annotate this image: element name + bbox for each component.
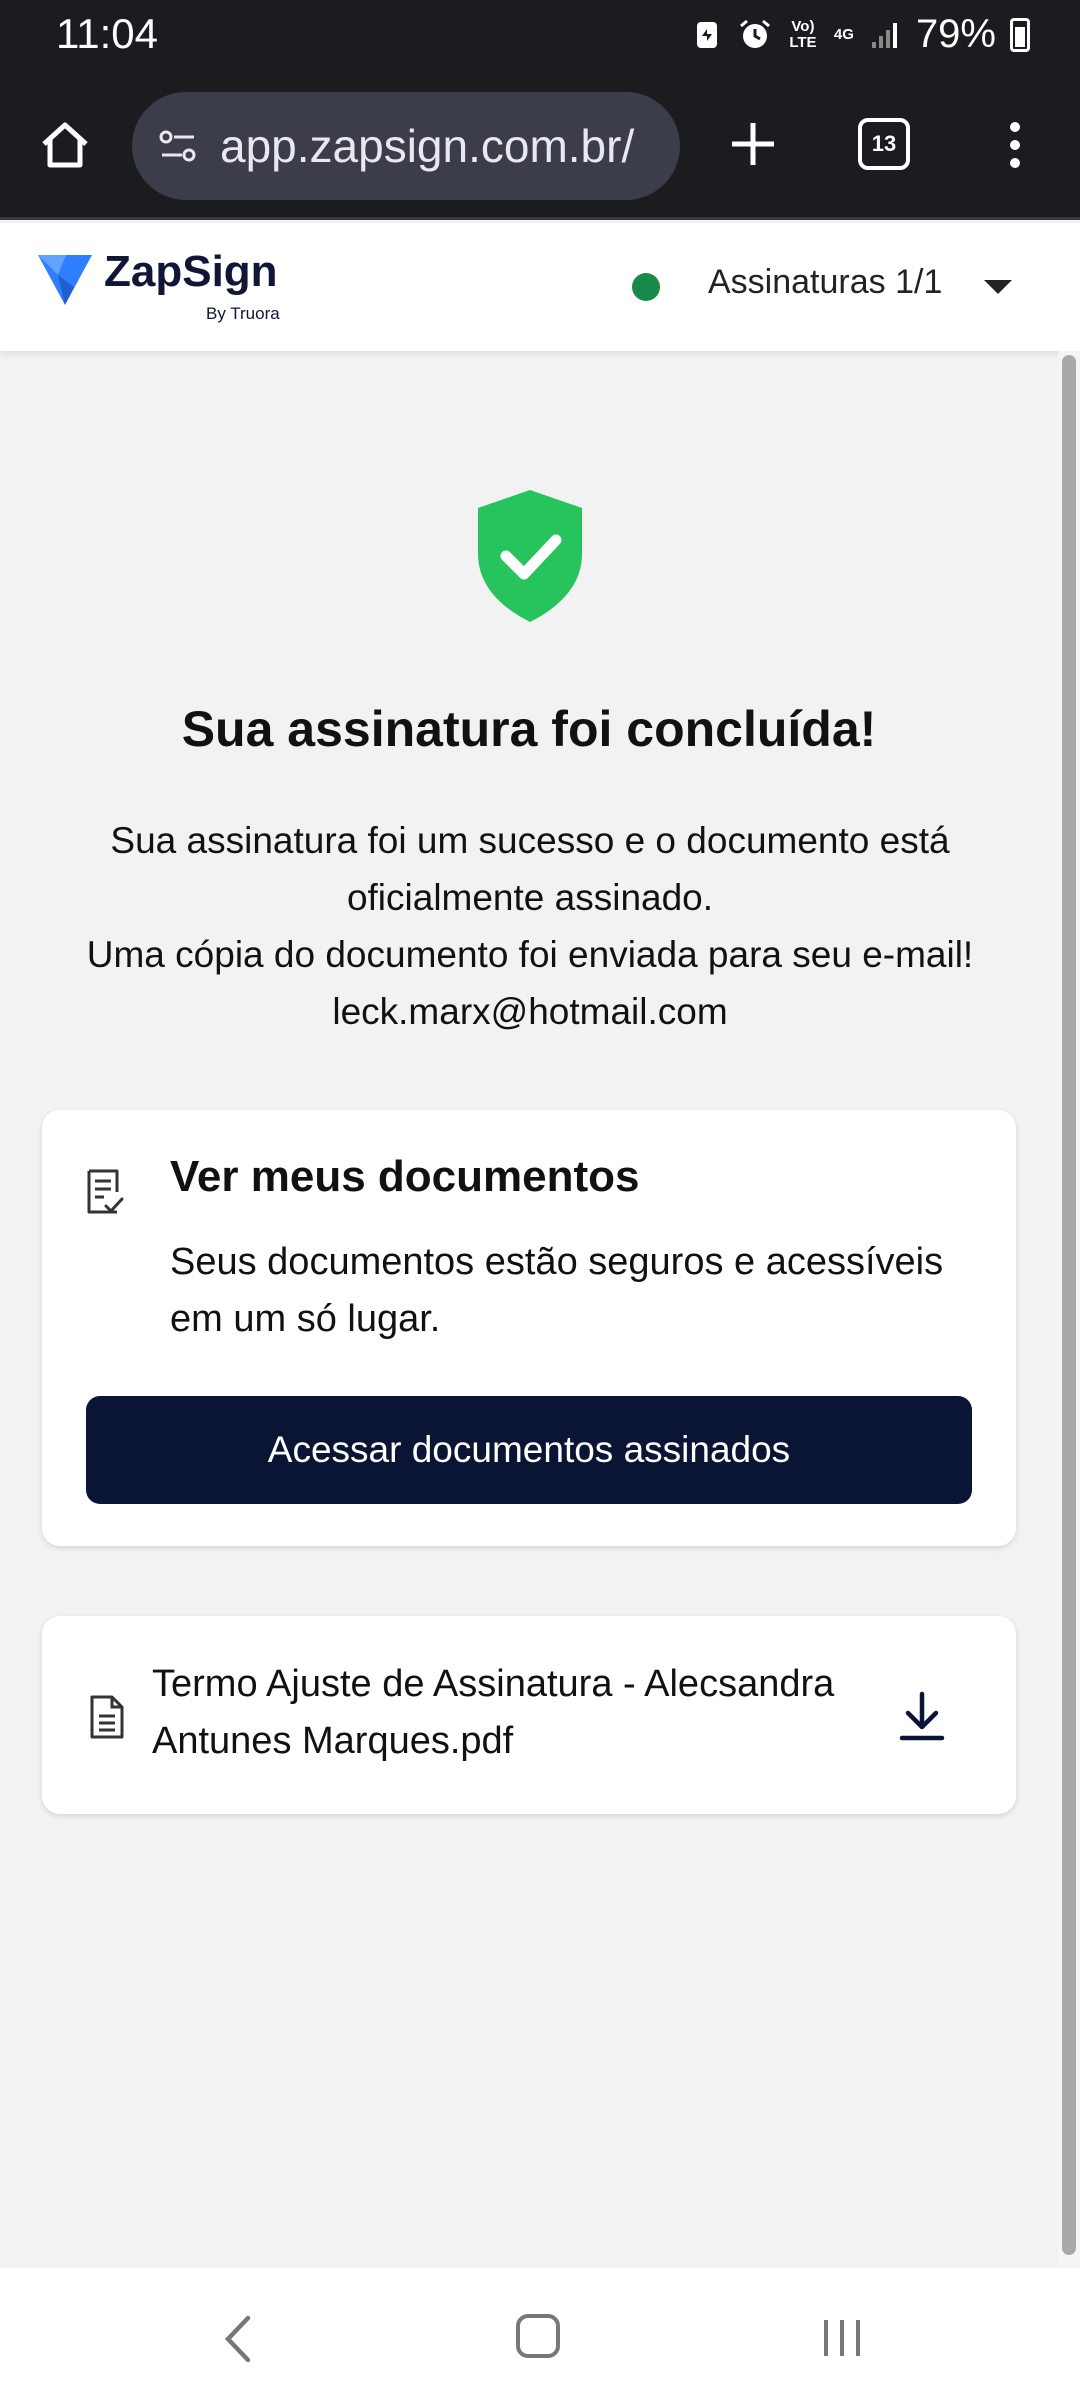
more-icon (1008, 120, 1022, 170)
url-text: app.zapsign.com.br/ (220, 120, 635, 172)
sync-icon (690, 18, 724, 52)
my-documents-title: Ver meus documentos (170, 1152, 640, 1201)
signed-file-card (42, 1616, 1016, 1814)
my-documents-card (42, 1110, 1016, 1546)
alarm-icon (738, 18, 772, 52)
brand-sub: By Truora (206, 304, 280, 323)
status-bar (0, 0, 1080, 70)
address-bar[interactable] (132, 92, 680, 200)
tabs-button[interactable]: 13 (858, 118, 910, 170)
file-icon (88, 1694, 126, 1740)
success-description-line1: Sua assinatura foi um sucesso e o documento está oficialmente assinado. (110, 820, 950, 918)
recents-icon[interactable] (820, 2316, 864, 2360)
access-signed-documents-button[interactable]: Acessar documentos assinados (86, 1396, 972, 1504)
battery-icon (1010, 18, 1030, 52)
signature-status-dot (632, 273, 660, 301)
status-icons (690, 12, 1030, 57)
brand-name: ZapSign (104, 247, 278, 296)
shield-check-icon (474, 488, 586, 624)
file-name: Termo Ajuste de Assinatura - Alecsandra Antunes Marques.pdf (152, 1663, 835, 1762)
success-description (40, 812, 1020, 1040)
home-button[interactable] (30, 110, 100, 180)
signatures-counter[interactable]: Assinaturas 1/1 (708, 263, 943, 301)
scrollbar-thumb[interactable] (1062, 355, 1076, 2255)
system-nav-bar (0, 2268, 1080, 2408)
success-description-line2: Uma cópia do documento foi enviada para seu e-mail! leck.marx@hotmail.com (86, 934, 974, 1032)
home-nav-button[interactable] (516, 2314, 560, 2358)
document-check-icon (84, 1168, 126, 1218)
zapsign-logo[interactable] (36, 237, 296, 327)
signal-icon (868, 18, 902, 52)
more-menu-button[interactable] (990, 110, 1040, 180)
success-title: Sua assinatura foi concluída! (181, 701, 877, 757)
my-documents-description: Seus documentos estão seguros e acessíveis em um só lugar. (170, 1241, 944, 1340)
battery-percentage: 79% (915, 12, 996, 56)
chevron-down-icon[interactable] (984, 280, 1012, 294)
scrollbar[interactable] (1058, 351, 1080, 2268)
browser-toolbar (0, 70, 1080, 220)
new-tab-icon (728, 119, 778, 169)
app-header (0, 223, 1080, 351)
back-icon[interactable] (214, 2304, 264, 2374)
zapsign-logo-icon (36, 251, 94, 309)
home-icon (38, 118, 92, 172)
site-settings-icon[interactable] (156, 124, 200, 168)
network-4g-icon: 4G (833, 25, 854, 43)
download-icon[interactable] (894, 1688, 950, 1744)
status-time: 11:04 (56, 10, 158, 57)
new-tab-button[interactable] (718, 106, 788, 182)
volte-icon: Vo) LTE (789, 17, 817, 51)
